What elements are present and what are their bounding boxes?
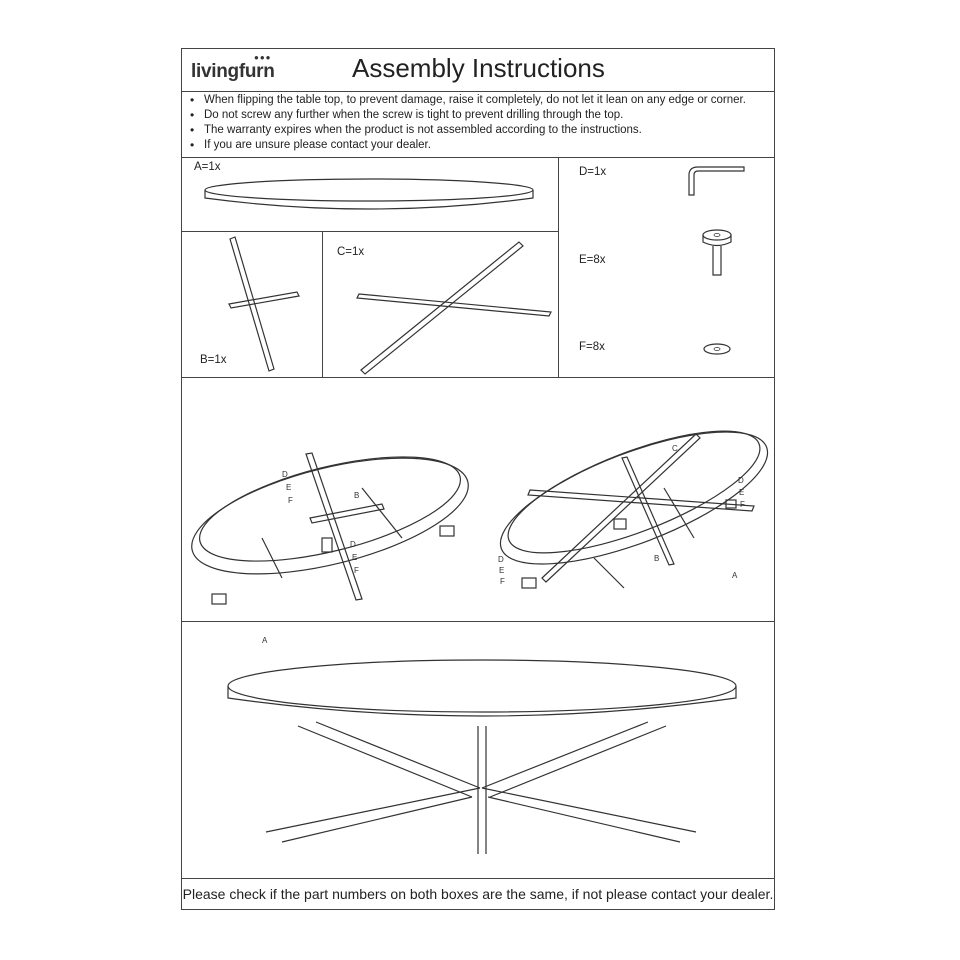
part-b-label: B=1x [200, 354, 227, 366]
leg-c-illustration [323, 232, 559, 378]
finished-table-illustration [182, 622, 774, 879]
logo-mark-icon: ●●● [254, 53, 272, 62]
assembly-step-panel [182, 378, 774, 645]
label-b: B [354, 491, 360, 500]
note-item: • If you are unsure please contact your dealer. [190, 138, 431, 152]
leg-b-illustration [182, 232, 323, 378]
label-d: D [282, 470, 288, 479]
label-c: C [672, 444, 678, 453]
footer-note: Please check if the part numbers on both boxes are the same, if not please contact your dealer. [182, 878, 774, 909]
page-title: Assembly Instructions [352, 53, 605, 83]
label-d: D [738, 476, 744, 485]
label-f: F [500, 577, 505, 586]
part-d-label: D=1x [579, 166, 607, 178]
label-f: F [740, 500, 745, 509]
label-e: E [286, 483, 292, 492]
header [182, 49, 774, 92]
allen-key-icon [684, 163, 754, 203]
part-f-label: F=8x [579, 341, 605, 353]
note-item: • When flipping the table top, to prevent damage, raise it completely, do not let it lean on any edge or corner. [190, 93, 746, 107]
label-d: D [498, 555, 504, 564]
hardware-panel [559, 157, 774, 378]
label-f: F [354, 566, 359, 575]
part-c-panel [323, 232, 559, 378]
part-e-label: E=8x [579, 254, 606, 266]
note-item: • Do not screw any further when the screw is tight to prevent drilling through the top. [190, 108, 623, 122]
label-a: A [262, 636, 268, 645]
label-b: B [654, 554, 660, 563]
part-a-panel [182, 157, 559, 232]
part-b-panel [182, 232, 323, 378]
instruction-sheet [181, 48, 775, 910]
step-right-illustration [494, 378, 774, 622]
notes-list [182, 91, 774, 158]
label-e: E [499, 566, 505, 575]
label-e: E [739, 488, 745, 497]
brand-logo: livingfurn [191, 61, 275, 82]
label-e: E [352, 553, 358, 562]
label-f: F [288, 496, 293, 505]
finished-table-panel [182, 622, 774, 879]
label-d: D [350, 540, 356, 549]
part-a-label: A=1x [194, 161, 221, 173]
label-a: A [732, 571, 738, 580]
bolt-icon [697, 227, 737, 287]
table-top-illustration [182, 157, 559, 232]
washer-icon [697, 339, 737, 359]
note-item: • The warranty expires when the product is not assembled according to the instructions. [190, 123, 642, 137]
part-c-label: C=1x [337, 246, 365, 258]
step-left-illustration [182, 378, 482, 622]
